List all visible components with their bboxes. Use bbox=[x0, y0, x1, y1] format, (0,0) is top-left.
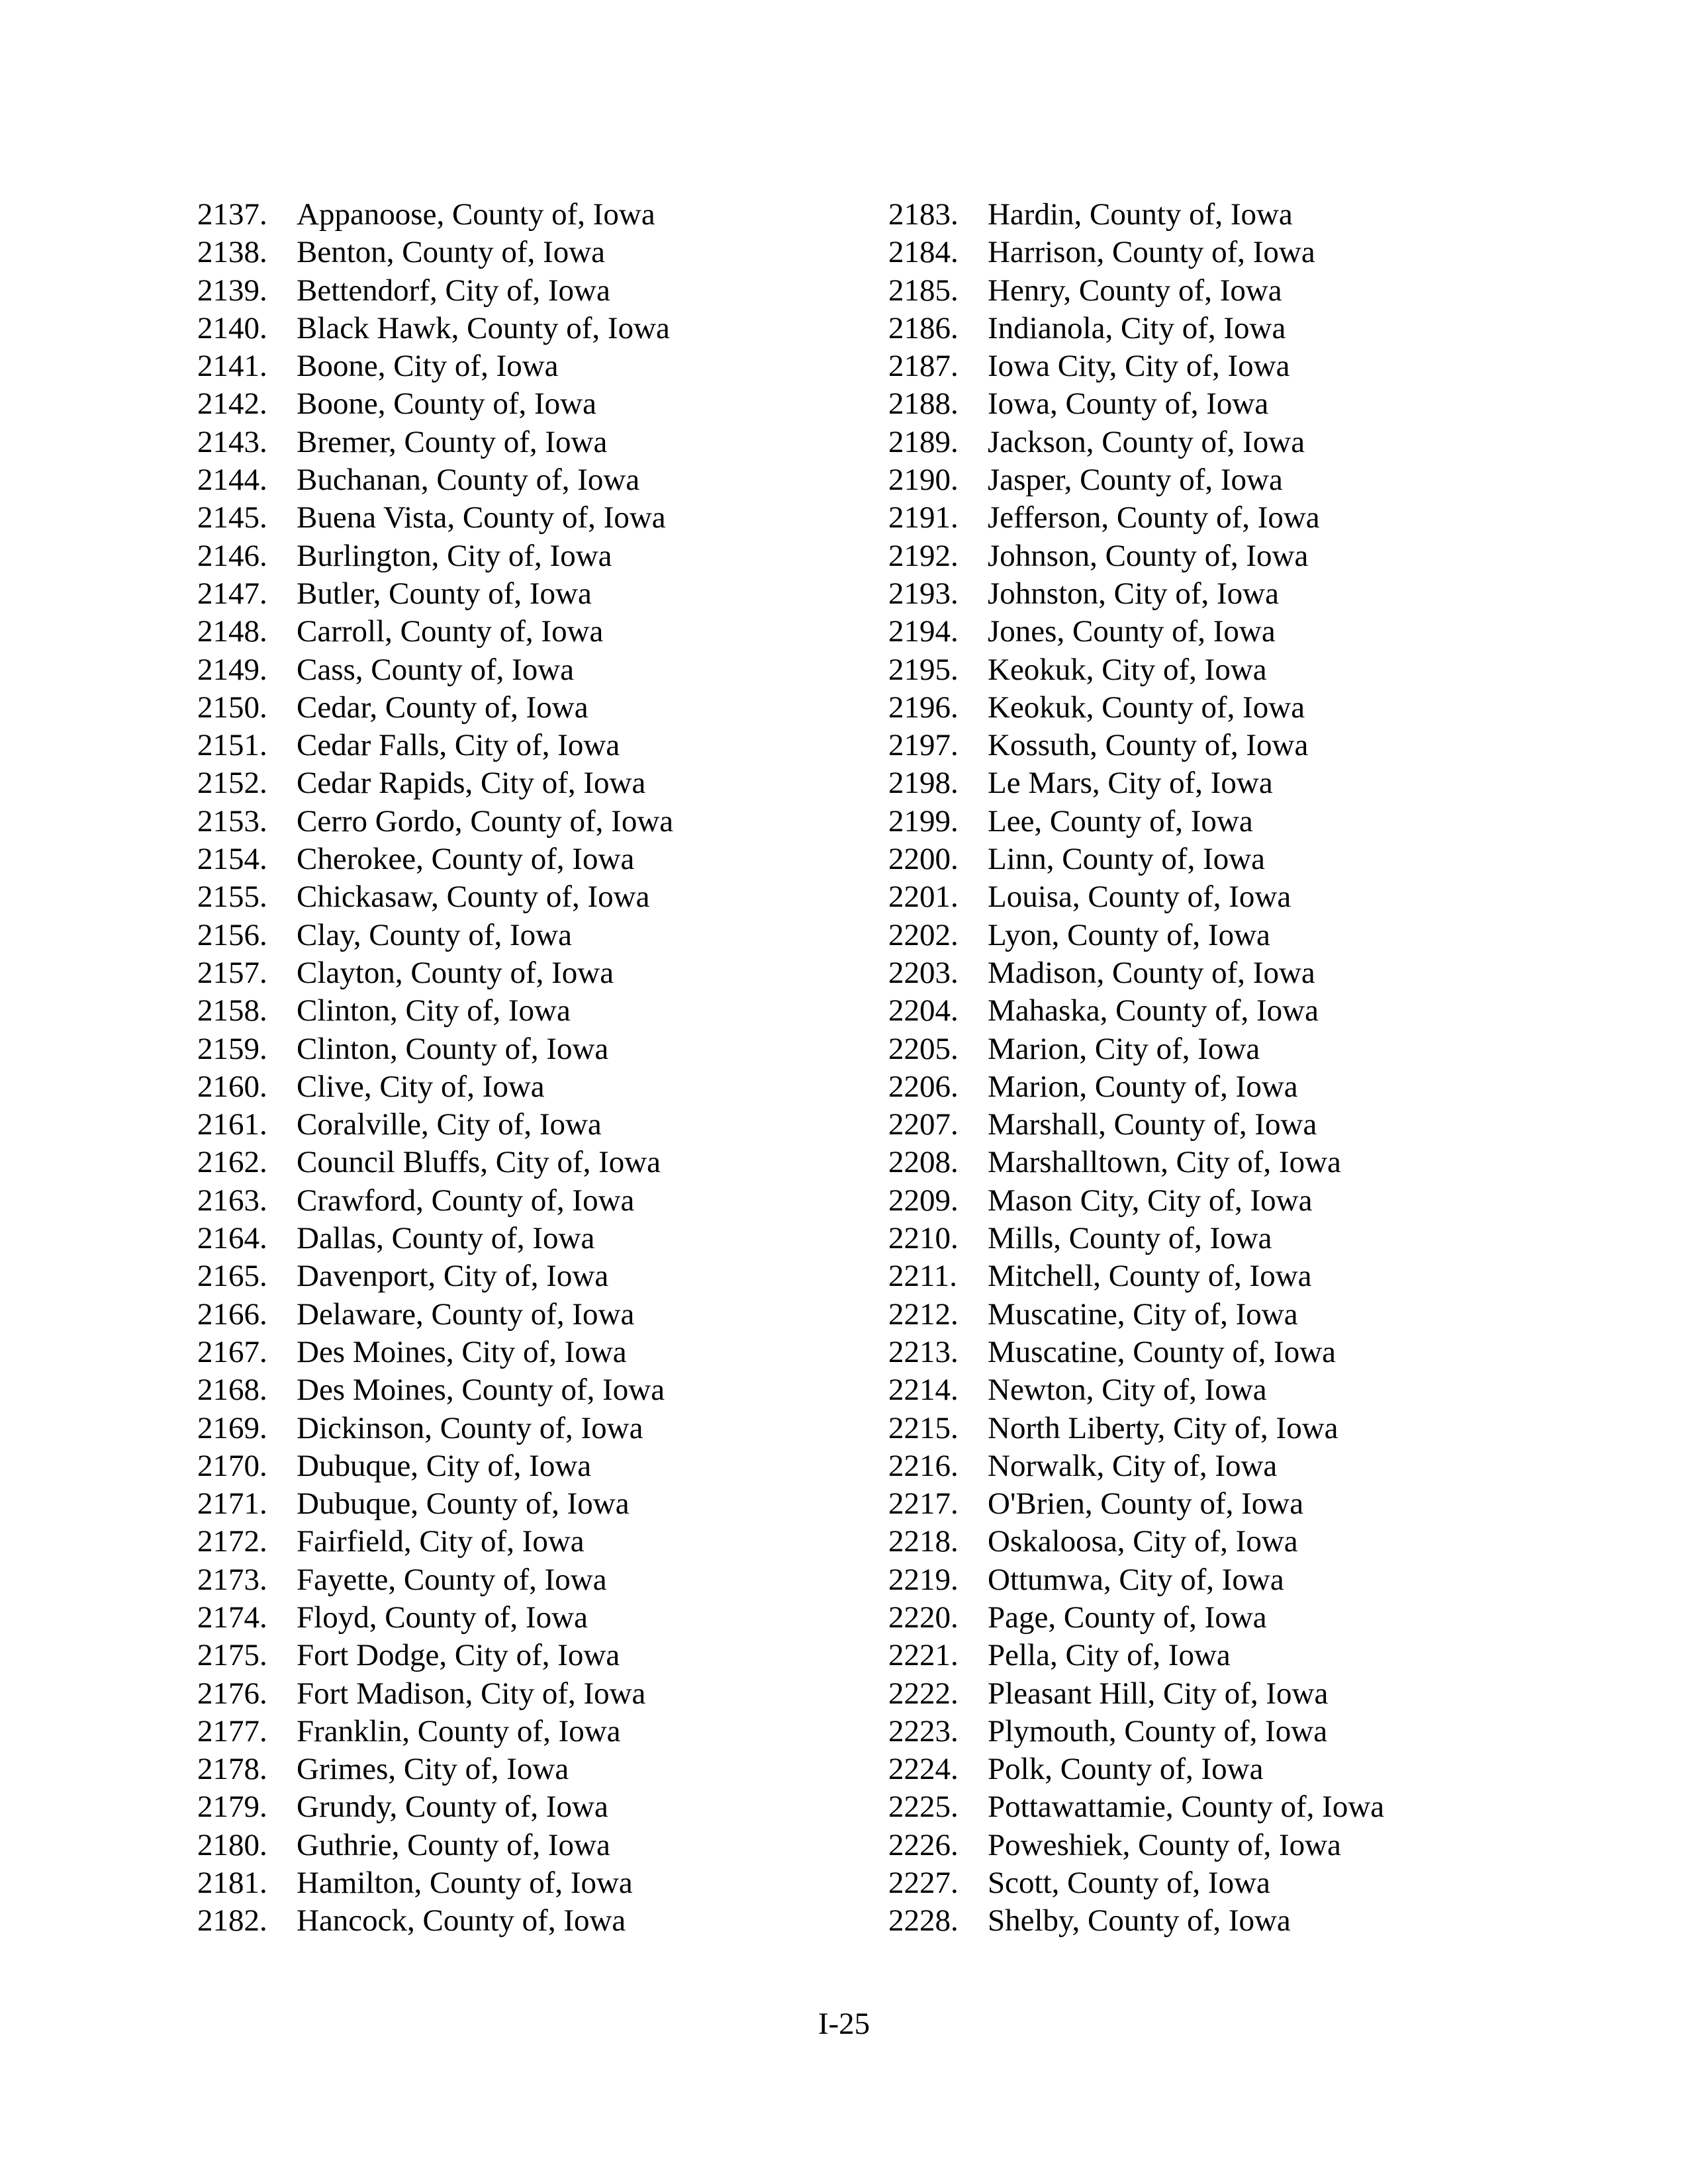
entry-number: 2155. bbox=[197, 880, 267, 915]
list-item bbox=[888, 1675, 1484, 1713]
list-item bbox=[197, 575, 767, 613]
entry-number: 2210. bbox=[888, 1221, 959, 1256]
entry-number: 2219. bbox=[888, 1562, 959, 1597]
entry-name: Delaware, County of, Iowa bbox=[297, 1297, 635, 1332]
list-item bbox=[888, 1257, 1484, 1295]
entry-number: 2167. bbox=[197, 1334, 267, 1369]
entry-number: 2190. bbox=[888, 463, 959, 498]
entry-name: Johnson, County of, Iowa bbox=[988, 538, 1309, 573]
entry-name: Buchanan, County of, Iowa bbox=[297, 463, 640, 498]
list-item bbox=[197, 1144, 767, 1181]
entry-number: 2204. bbox=[888, 993, 959, 1028]
entry-name: Pottawattamie, County of, Iowa bbox=[988, 1790, 1385, 1825]
entry-name: Fort Dodge, City of, Iowa bbox=[297, 1638, 620, 1673]
entry-name: Burlington, City of, Iowa bbox=[297, 538, 612, 573]
list-item bbox=[888, 385, 1484, 423]
entry-name: Lyon, County of, Iowa bbox=[988, 917, 1270, 952]
entry-number: 2202. bbox=[888, 917, 959, 952]
entry-name: Linn, County of, Iowa bbox=[988, 842, 1266, 877]
entry-number: 2153. bbox=[197, 803, 267, 839]
list-item bbox=[197, 1675, 767, 1713]
list-item bbox=[197, 1334, 767, 1371]
entry-number: 2191. bbox=[888, 500, 959, 535]
list-item bbox=[197, 1296, 767, 1334]
list-item bbox=[888, 613, 1484, 651]
list-item bbox=[888, 727, 1484, 764]
entry-name: Marion, County of, Iowa bbox=[988, 1069, 1298, 1104]
entry-number: 2198. bbox=[888, 766, 959, 801]
entry-number: 2170. bbox=[197, 1448, 267, 1483]
entry-number: 2201. bbox=[888, 880, 959, 915]
entry-number: 2208. bbox=[888, 1145, 959, 1180]
list-item bbox=[888, 689, 1484, 727]
entry-number: 2195. bbox=[888, 652, 959, 687]
entry-name: Plymouth, County of, Iowa bbox=[988, 1713, 1328, 1749]
entry-name: Boone, City of, Iowa bbox=[297, 349, 559, 384]
list-item bbox=[197, 1447, 767, 1485]
entry-name: Hamilton, County of, Iowa bbox=[297, 1866, 633, 1901]
list-item bbox=[888, 1220, 1484, 1257]
entry-number: 2137. bbox=[197, 197, 267, 232]
list-item bbox=[197, 841, 767, 878]
entry-number: 2141. bbox=[197, 349, 267, 384]
list-item bbox=[197, 1030, 767, 1068]
entry-name: Iowa City, City of, Iowa bbox=[988, 349, 1290, 384]
list-item bbox=[888, 272, 1484, 310]
entry-name: Clinton, County of, Iowa bbox=[297, 1031, 609, 1066]
entry-number: 2206. bbox=[888, 1069, 959, 1104]
list-item bbox=[888, 1827, 1484, 1864]
entry-number: 2213. bbox=[888, 1334, 959, 1369]
entry-name: Guthrie, County of, Iowa bbox=[297, 1827, 610, 1862]
entry-number: 2225. bbox=[888, 1790, 959, 1825]
list-item bbox=[888, 803, 1484, 841]
entry-name: Norwalk, City of, Iowa bbox=[988, 1448, 1278, 1483]
entry-number: 2158. bbox=[197, 993, 267, 1028]
list-item bbox=[197, 310, 767, 347]
entry-name: Henry, County of, Iowa bbox=[988, 273, 1282, 308]
entry-number: 2185. bbox=[888, 273, 959, 308]
entry-name: Marion, City of, Iowa bbox=[988, 1031, 1260, 1066]
entry-number: 2220. bbox=[888, 1600, 959, 1635]
entry-number: 2176. bbox=[197, 1676, 267, 1711]
list-item bbox=[888, 1523, 1484, 1561]
list-item bbox=[197, 727, 767, 764]
list-item bbox=[888, 1864, 1484, 1902]
list-item bbox=[197, 1599, 767, 1637]
entry-name: Benton, County of, Iowa bbox=[297, 235, 606, 270]
list-item bbox=[888, 1751, 1484, 1788]
entry-number: 2184. bbox=[888, 235, 959, 270]
entry-number: 2211. bbox=[888, 1259, 958, 1294]
entry-name: Dallas, County of, Iowa bbox=[297, 1221, 595, 1256]
entry-name: Poweshiek, County of, Iowa bbox=[988, 1827, 1341, 1862]
list-item bbox=[888, 1485, 1484, 1523]
entry-name: Clive, City of, Iowa bbox=[297, 1069, 545, 1104]
entry-list-left-column bbox=[197, 196, 767, 1940]
entry-number: 2161. bbox=[197, 1107, 267, 1142]
list-item bbox=[888, 499, 1484, 537]
entry-number: 2193. bbox=[888, 576, 959, 611]
list-item bbox=[197, 272, 767, 310]
entry-number: 2154. bbox=[197, 842, 267, 877]
entry-number: 2214. bbox=[888, 1373, 959, 1408]
list-item bbox=[197, 1902, 767, 1940]
entry-name: Newton, City of, Iowa bbox=[988, 1373, 1267, 1408]
entry-number: 2172. bbox=[197, 1524, 267, 1559]
list-item bbox=[888, 1144, 1484, 1181]
entry-number: 2207. bbox=[888, 1107, 959, 1142]
list-item bbox=[888, 1371, 1484, 1409]
entry-name: Page, County of, Iowa bbox=[988, 1600, 1267, 1635]
list-item bbox=[197, 651, 767, 689]
entry-number: 2151. bbox=[197, 728, 267, 763]
list-item bbox=[888, 1410, 1484, 1447]
list-item bbox=[888, 1902, 1484, 1940]
entry-name: Boone, County of, Iowa bbox=[297, 387, 596, 422]
list-item bbox=[888, 424, 1484, 461]
list-item bbox=[888, 954, 1484, 992]
entry-name: Shelby, County of, Iowa bbox=[988, 1903, 1291, 1938]
entry-name: Mason City, City of, Iowa bbox=[988, 1183, 1313, 1218]
entry-number: 2228. bbox=[888, 1903, 959, 1938]
list-item bbox=[888, 1447, 1484, 1485]
list-item bbox=[197, 1523, 767, 1561]
entry-name: Franklin, County of, Iowa bbox=[297, 1713, 621, 1749]
entry-name: Le Mars, City of, Iowa bbox=[988, 766, 1273, 801]
page-number: I-25 bbox=[818, 2007, 870, 2041]
list-item bbox=[197, 196, 767, 234]
list-item bbox=[888, 1561, 1484, 1599]
entry-name: Grimes, City of, Iowa bbox=[297, 1752, 569, 1787]
list-item bbox=[197, 1410, 767, 1447]
entry-name: Appanoose, County of, Iowa bbox=[297, 197, 655, 232]
list-item bbox=[888, 841, 1484, 878]
entry-name: North Liberty, City of, Iowa bbox=[988, 1410, 1338, 1445]
list-item bbox=[197, 1561, 767, 1599]
entry-number: 2175. bbox=[197, 1638, 267, 1673]
list-item bbox=[197, 1485, 767, 1523]
entry-name: Clinton, City of, Iowa bbox=[297, 993, 571, 1028]
entry-name: Mahaska, County of, Iowa bbox=[988, 993, 1319, 1028]
entry-name: Clay, County of, Iowa bbox=[297, 917, 572, 952]
list-item bbox=[197, 764, 767, 802]
entry-number: 2194. bbox=[888, 614, 959, 649]
entry-number: 2205. bbox=[888, 1031, 959, 1066]
list-item bbox=[888, 992, 1484, 1030]
list-item bbox=[197, 461, 767, 499]
entry-name: Grundy, County of, Iowa bbox=[297, 1790, 608, 1825]
entry-name: Muscatine, County of, Iowa bbox=[988, 1334, 1336, 1369]
list-item bbox=[888, 537, 1484, 575]
list-item bbox=[888, 878, 1484, 916]
list-item bbox=[888, 1713, 1484, 1751]
entry-name: Carroll, County of, Iowa bbox=[297, 614, 604, 649]
list-item bbox=[197, 1182, 767, 1220]
entry-number: 2183. bbox=[888, 197, 959, 232]
list-item bbox=[888, 651, 1484, 689]
entry-number: 2179. bbox=[197, 1790, 267, 1825]
entry-name: Crawford, County of, Iowa bbox=[297, 1183, 635, 1218]
list-item bbox=[197, 1637, 767, 1674]
entry-name: Ottumwa, City of, Iowa bbox=[988, 1562, 1284, 1597]
entry-name: Oskaloosa, City of, Iowa bbox=[988, 1524, 1298, 1559]
entry-name: Keokuk, County of, Iowa bbox=[988, 690, 1305, 725]
entry-number: 2165. bbox=[197, 1259, 267, 1294]
entry-name: Chickasaw, County of, Iowa bbox=[297, 880, 650, 915]
entry-name: Mitchell, County of, Iowa bbox=[988, 1259, 1312, 1294]
list-item bbox=[888, 234, 1484, 271]
entry-number: 2216. bbox=[888, 1448, 959, 1483]
entry-name: Polk, County of, Iowa bbox=[988, 1752, 1264, 1787]
entry-name: Cerro Gordo, County of, Iowa bbox=[297, 803, 674, 839]
entry-number: 2173. bbox=[197, 1562, 267, 1597]
entry-number: 2221. bbox=[888, 1638, 959, 1673]
list-item bbox=[197, 1257, 767, 1295]
list-item bbox=[888, 1599, 1484, 1637]
entry-name: Council Bluffs, City of, Iowa bbox=[297, 1145, 661, 1180]
entry-name: Mills, County of, Iowa bbox=[988, 1221, 1272, 1256]
entry-name: Johnston, City of, Iowa bbox=[988, 576, 1279, 611]
entry-number: 2169. bbox=[197, 1410, 267, 1445]
entry-number: 2182. bbox=[197, 1903, 267, 1938]
entry-number: 2148. bbox=[197, 614, 267, 649]
entry-name: Indianola, City of, Iowa bbox=[988, 310, 1286, 345]
entry-number: 2192. bbox=[888, 538, 959, 573]
entry-name: Louisa, County of, Iowa bbox=[988, 880, 1291, 915]
entry-number: 2188. bbox=[888, 387, 959, 422]
list-item bbox=[888, 1106, 1484, 1144]
entry-number: 2212. bbox=[888, 1297, 959, 1332]
entry-number: 2159. bbox=[197, 1031, 267, 1066]
list-item bbox=[197, 1864, 767, 1902]
entry-number: 2226. bbox=[888, 1827, 959, 1862]
entry-name: Fort Madison, City of, Iowa bbox=[297, 1676, 646, 1711]
list-item bbox=[197, 917, 767, 954]
entry-name: Cedar, County of, Iowa bbox=[297, 690, 588, 725]
entry-number: 2215. bbox=[888, 1410, 959, 1445]
entry-number: 2157. bbox=[197, 955, 267, 990]
entry-name: Des Moines, City of, Iowa bbox=[297, 1334, 627, 1369]
list-item bbox=[197, 1106, 767, 1144]
list-item bbox=[197, 1827, 767, 1864]
entry-name: Madison, County of, Iowa bbox=[988, 955, 1315, 990]
entry-name: Lee, County of, Iowa bbox=[988, 803, 1253, 839]
entry-list-right-column bbox=[888, 196, 1484, 1940]
entry-number: 2209. bbox=[888, 1183, 959, 1218]
entry-number: 2160. bbox=[197, 1069, 267, 1104]
list-item bbox=[197, 803, 767, 841]
list-item bbox=[888, 575, 1484, 613]
entry-name: Coralville, City of, Iowa bbox=[297, 1107, 602, 1142]
entry-number: 2140. bbox=[197, 310, 267, 345]
list-item bbox=[888, 1182, 1484, 1220]
entry-number: 2163. bbox=[197, 1183, 267, 1218]
list-item bbox=[888, 1788, 1484, 1826]
list-item bbox=[197, 878, 767, 916]
entry-number: 2143. bbox=[197, 424, 267, 459]
entry-name: Bremer, County of, Iowa bbox=[297, 424, 608, 459]
entry-number: 2150. bbox=[197, 690, 267, 725]
entry-name: Floyd, County of, Iowa bbox=[297, 1600, 588, 1635]
list-item bbox=[197, 1371, 767, 1409]
entry-number: 2168. bbox=[197, 1373, 267, 1408]
list-item bbox=[197, 385, 767, 423]
entry-number: 2145. bbox=[197, 500, 267, 535]
list-item bbox=[888, 347, 1484, 385]
list-item bbox=[888, 1296, 1484, 1334]
list-item bbox=[197, 347, 767, 385]
entry-number: 2147. bbox=[197, 576, 267, 611]
entry-number: 2199. bbox=[888, 803, 959, 839]
entry-name: Jones, County of, Iowa bbox=[988, 614, 1276, 649]
entry-name: Marshall, County of, Iowa bbox=[988, 1107, 1317, 1142]
list-item bbox=[888, 310, 1484, 347]
entry-number: 2171. bbox=[197, 1486, 267, 1522]
list-item bbox=[197, 1713, 767, 1751]
entry-name: Kossuth, County of, Iowa bbox=[988, 728, 1309, 763]
entry-number: 2174. bbox=[197, 1600, 267, 1635]
entry-name: Marshalltown, City of, Iowa bbox=[988, 1145, 1341, 1180]
entry-number: 2223. bbox=[888, 1713, 959, 1749]
entry-number: 2164. bbox=[197, 1221, 267, 1256]
entry-number: 2218. bbox=[888, 1524, 959, 1559]
list-item bbox=[888, 764, 1484, 802]
entry-name: Jackson, County of, Iowa bbox=[988, 424, 1305, 459]
list-item bbox=[888, 1637, 1484, 1674]
list-item bbox=[888, 196, 1484, 234]
entry-number: 2178. bbox=[197, 1752, 267, 1787]
entry-number: 2144. bbox=[197, 463, 267, 498]
entry-name: Scott, County of, Iowa bbox=[988, 1866, 1270, 1901]
list-item bbox=[197, 1788, 767, 1826]
entry-name: Jasper, County of, Iowa bbox=[988, 463, 1283, 498]
entry-name: Cass, County of, Iowa bbox=[297, 652, 575, 687]
list-item bbox=[197, 424, 767, 461]
entry-name: Fairfield, City of, Iowa bbox=[297, 1524, 585, 1559]
entry-name: Hancock, County of, Iowa bbox=[297, 1903, 626, 1938]
entry-name: Cedar Rapids, City of, Iowa bbox=[297, 766, 646, 801]
entry-number: 2197. bbox=[888, 728, 959, 763]
entry-number: 2139. bbox=[197, 273, 267, 308]
entry-name: Harrison, County of, Iowa bbox=[988, 235, 1315, 270]
entry-name: Dubuque, City of, Iowa bbox=[297, 1448, 592, 1483]
list-item bbox=[197, 1751, 767, 1788]
entry-number: 2217. bbox=[888, 1486, 959, 1522]
entry-number: 2222. bbox=[888, 1676, 959, 1711]
entry-name: Cedar Falls, City of, Iowa bbox=[297, 728, 620, 763]
entry-name: Clayton, County of, Iowa bbox=[297, 955, 614, 990]
entry-number: 2142. bbox=[197, 387, 267, 422]
list-item bbox=[197, 992, 767, 1030]
list-item bbox=[197, 1220, 767, 1257]
entry-number: 2186. bbox=[888, 310, 959, 345]
entry-number: 2181. bbox=[197, 1866, 267, 1901]
list-item bbox=[197, 689, 767, 727]
entry-name: Pleasant Hill, City of, Iowa bbox=[988, 1676, 1329, 1711]
entry-number: 2146. bbox=[197, 538, 267, 573]
list-item bbox=[888, 1334, 1484, 1371]
entry-name: Dubuque, County of, Iowa bbox=[297, 1486, 630, 1522]
entry-number: 2189. bbox=[888, 424, 959, 459]
entry-name: Hardin, County of, Iowa bbox=[988, 197, 1293, 232]
entry-name: Fayette, County of, Iowa bbox=[297, 1562, 607, 1597]
entry-number: 2200. bbox=[888, 842, 959, 877]
entry-name: Keokuk, City of, Iowa bbox=[988, 652, 1267, 687]
list-item bbox=[197, 954, 767, 992]
entry-name: Bettendorf, City of, Iowa bbox=[297, 273, 610, 308]
entry-number: 2196. bbox=[888, 690, 959, 725]
entry-number: 2138. bbox=[197, 235, 267, 270]
list-item bbox=[888, 1068, 1484, 1106]
list-item bbox=[197, 499, 767, 537]
entry-number: 2203. bbox=[888, 955, 959, 990]
entry-name: Iowa, County of, Iowa bbox=[988, 387, 1269, 422]
entry-name: Jefferson, County of, Iowa bbox=[988, 500, 1320, 535]
entry-name: Cherokee, County of, Iowa bbox=[297, 842, 635, 877]
entry-name: Dickinson, County of, Iowa bbox=[297, 1410, 643, 1445]
list-item bbox=[197, 1068, 767, 1106]
entry-number: 2227. bbox=[888, 1866, 959, 1901]
entry-name: Des Moines, County of, Iowa bbox=[297, 1373, 665, 1408]
entry-name: O'Brien, County of, Iowa bbox=[988, 1486, 1304, 1522]
entry-number: 2166. bbox=[197, 1297, 267, 1332]
entry-number: 2149. bbox=[197, 652, 267, 687]
entry-number: 2224. bbox=[888, 1752, 959, 1787]
entry-number: 2162. bbox=[197, 1145, 267, 1180]
list-item bbox=[197, 537, 767, 575]
list-item bbox=[888, 1030, 1484, 1068]
entry-name: Butler, County of, Iowa bbox=[297, 576, 592, 611]
list-item bbox=[888, 461, 1484, 499]
entry-number: 2180. bbox=[197, 1827, 267, 1862]
entry-name: Davenport, City of, Iowa bbox=[297, 1259, 609, 1294]
entry-number: 2152. bbox=[197, 766, 267, 801]
entry-name: Pella, City of, Iowa bbox=[988, 1638, 1231, 1673]
entry-number: 2156. bbox=[197, 917, 267, 952]
entry-number: 2177. bbox=[197, 1713, 267, 1749]
entry-name: Muscatine, City of, Iowa bbox=[988, 1297, 1298, 1332]
entry-number: 2187. bbox=[888, 349, 959, 384]
list-item bbox=[888, 917, 1484, 954]
list-item bbox=[197, 234, 767, 271]
entry-name: Buena Vista, County of, Iowa bbox=[297, 500, 666, 535]
list-item bbox=[197, 613, 767, 651]
entry-name: Black Hawk, County of, Iowa bbox=[297, 310, 670, 345]
